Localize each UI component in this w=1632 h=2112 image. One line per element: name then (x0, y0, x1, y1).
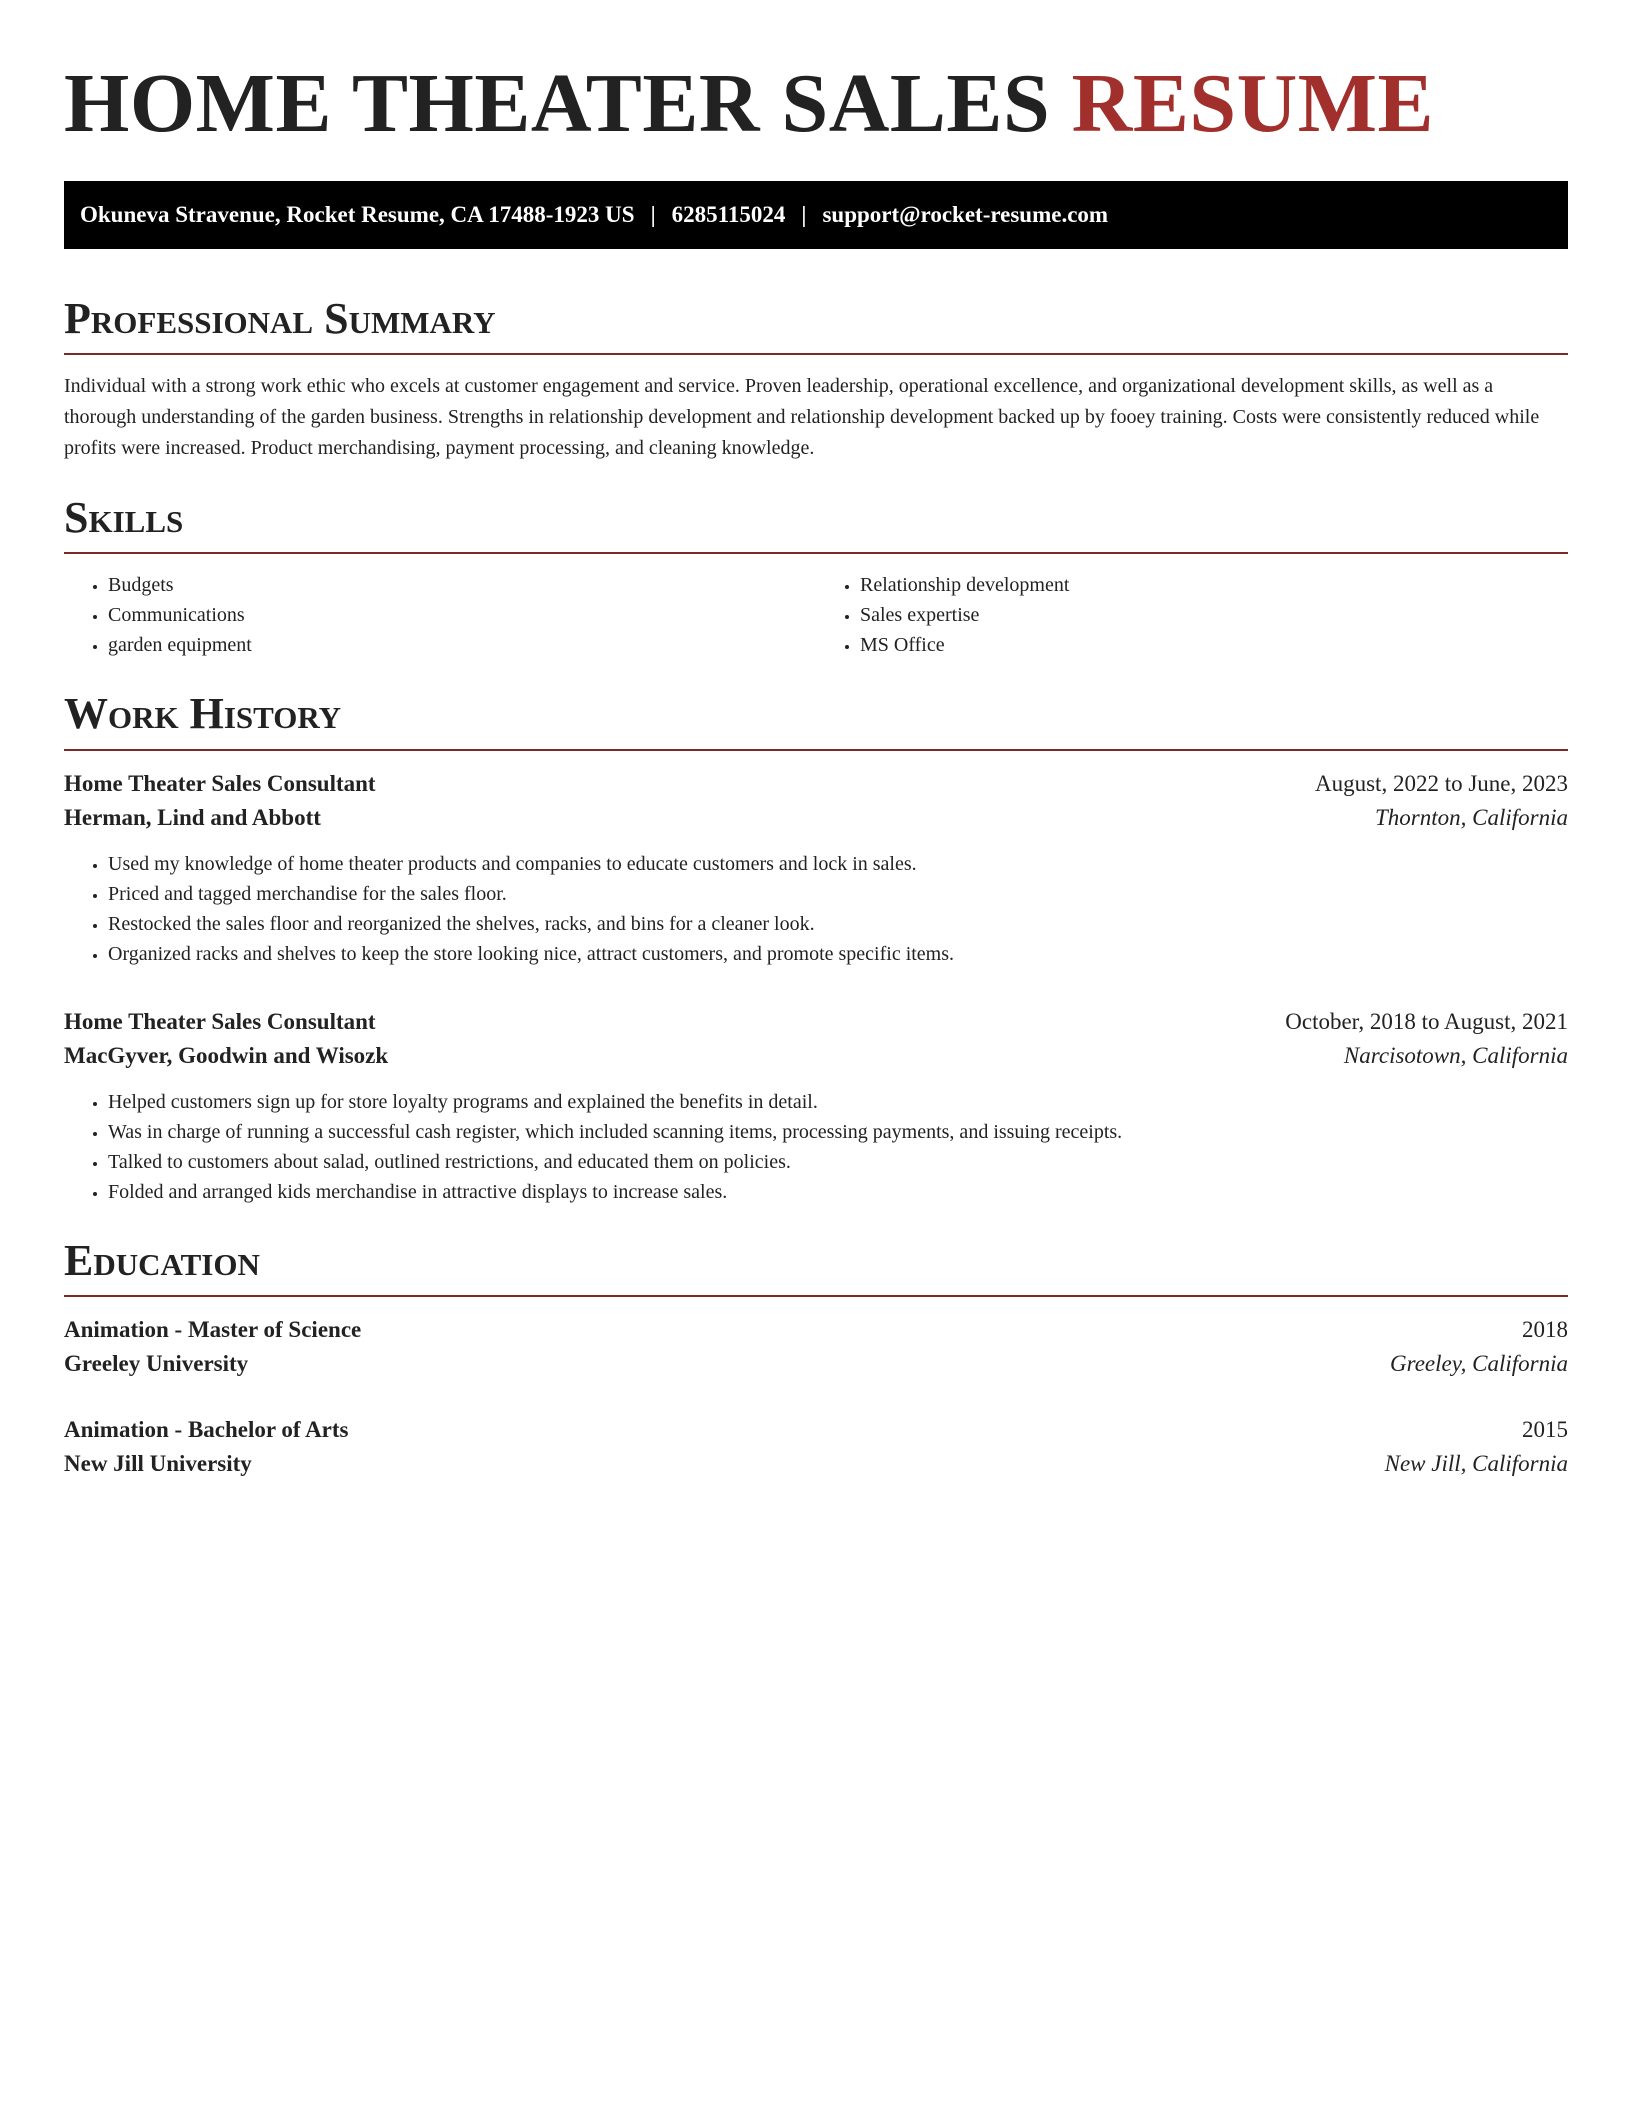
skill-item: • Relationship development (860, 570, 1568, 600)
job-location: Thornton, California (1375, 804, 1568, 830)
education-heading: Education (64, 1237, 1568, 1297)
job-bullet: • Was in charge of running a successful cash register, which included scanning items, processing payments, and issuing receipts. (108, 1117, 1568, 1147)
job-bullet: • Restocked the sales floor and reorganized the shelves, racks, and bins for a cleaner look. (108, 909, 1568, 939)
skills-list (64, 570, 1568, 660)
education-degree: Animation - Bachelor of Arts (64, 1417, 349, 1443)
skill-item: • Sales expertise (860, 600, 1568, 630)
job-bullet: • Helped customers sign up for store loyalty programs and explained the benefits in detail. (108, 1087, 1568, 1117)
education-degree: Animation - Master of Science (64, 1317, 362, 1343)
job-company: MacGyver, Goodwin and Wisozk (64, 1042, 389, 1068)
skills-heading: Skills (64, 494, 1568, 554)
education-location: New Jill, California (1384, 1451, 1568, 1477)
contact-address: Okuneva Stravenue, Rocket Resume, CA 17488-1923 US (80, 201, 635, 227)
skills-column-left (64, 570, 816, 660)
contact-separator: | (801, 201, 807, 227)
job-entry (64, 771, 1568, 969)
contact-separator: | (650, 201, 656, 227)
contact-email: support@rocket-resume.com (822, 201, 1109, 227)
job-bullet: • Talked to customers about salad, outlined restrictions, and educated them on policies. (108, 1147, 1568, 1177)
title-main: HOME THEATER SALES (64, 57, 1072, 150)
skill-item: • MS Office (860, 630, 1568, 660)
work-history-heading: Work History (64, 690, 1568, 750)
skill-item: • Budgets (108, 570, 816, 600)
job-bullets (64, 1087, 1568, 1207)
job-dates: August, 2022 to June, 2023 (1315, 770, 1568, 796)
job-bullet: • Priced and tagged merchandise for the sales floor. (108, 879, 1568, 909)
job-dates: October, 2018 to August, 2021 (1285, 1008, 1568, 1034)
job-title: Home Theater Sales Consultant (64, 1008, 376, 1034)
skill-item: • garden equipment (108, 630, 816, 660)
job-company: Herman, Lind and Abbott (64, 804, 321, 830)
education-entry (64, 1317, 1568, 1377)
skills-column-right (816, 570, 1568, 660)
education-school: New Jill University (64, 1451, 252, 1477)
resume-title (64, 56, 1568, 153)
job-bullets (64, 849, 1568, 969)
education-location: Greeley, California (1389, 1351, 1568, 1377)
education-school: Greeley University (64, 1351, 249, 1377)
education-year: 2018 (1522, 1317, 1568, 1343)
summary-text: Individual with a strong work ethic who excels at customer engagement and service. Proven leadership, operational excellence, and organizational development skills, as well as a thorough understanding of the garden business. Strengths in relationship development and relationship development backed up by fooey training. Costs were consistently reduced while profits were increased. Product merchandising, payment processing, and cleaning knowledge. (64, 374, 1540, 459)
skill-item: • Communications (108, 600, 816, 630)
job-location: Narcisotown, California (1343, 1042, 1568, 1068)
contact-bar (64, 181, 1568, 249)
job-bullet: • Folded and arranged kids merchandise in attractive displays to increase sales. (108, 1177, 1568, 1207)
summary-heading: Professional Summary (64, 295, 1568, 355)
contact-phone: 6285115024 (671, 201, 786, 227)
job-entry (64, 1009, 1568, 1207)
education-entry (64, 1417, 1568, 1477)
title-accent: RESUME (1071, 57, 1435, 150)
job-title: Home Theater Sales Consultant (64, 770, 376, 796)
education-year: 2015 (1522, 1417, 1568, 1443)
job-bullet: • Organized racks and shelves to keep the store looking nice, attract customers, and promote specific items. (108, 939, 1568, 969)
job-bullet: • Used my knowledge of home theater products and companies to educate customers and lock in sales. (108, 849, 1568, 879)
